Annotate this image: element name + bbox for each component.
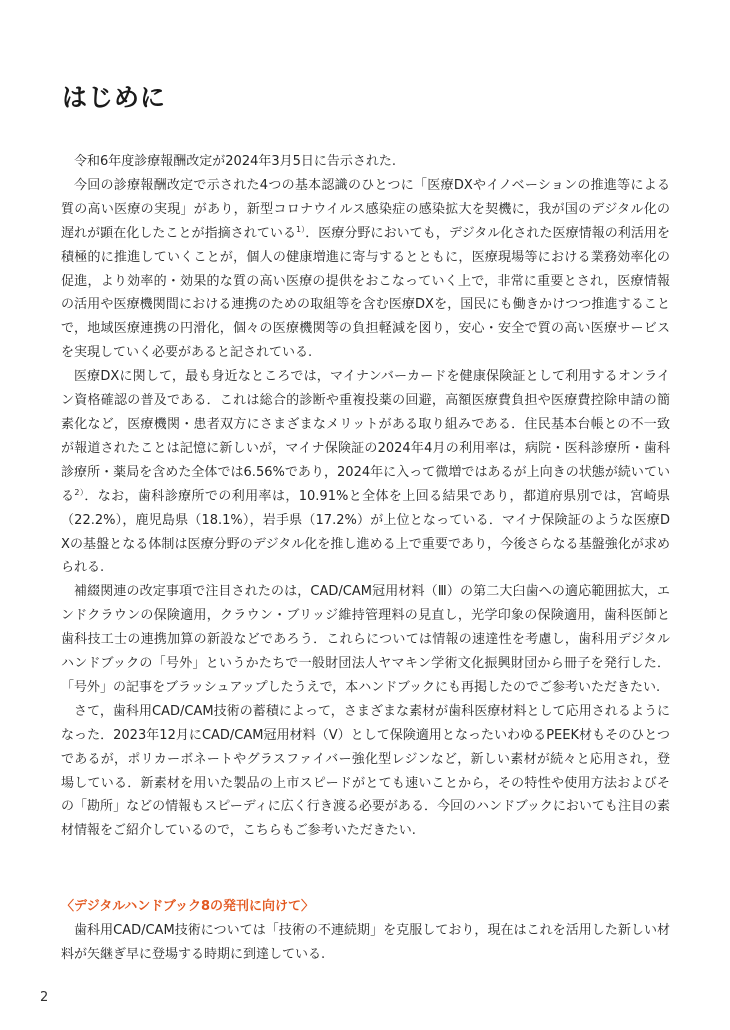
- paragraph-5-text: さて，歯科用CAD/CAM技術の蓄積によって，さまざまな素材が歯科医療材料として応用されるようになった．2023年12月にCAD/CAM冠用材料（Ⅴ）として保険適用となったいわゆるPEEK材もそのひとつであるが，ポリカーボネートやグラスファイバー強化型レジンなど，新しい素材が続々と応用され，登場している．新素材を用いた製品の上市スピードがとても速いことから，その特性や使用方法およびその「勘所」などの情報もスピーディに広く行き渡る必要がある．今回のハンドブックにおいても注目の素材情報をご紹介しているので，こちらもご参考いただきたい.: [61, 703, 670, 839]
- page-title: はじめに: [62, 83, 167, 112]
- footnote-ref-1: 1）: [296, 224, 306, 234]
- paragraph-3-text-b: ．なお，歯科診療所での利用率は，10.91%と全体を上回る結果であり，都道府県別では，宮崎県（22.2%），鹿児島県（18.1%），岩手県（17.2%）が上位となっている．マイナ保険証のような医療DXの基盤となる体制は医療分野のデジタル化を推し進める上で重要であり，今後さらなる基盤強化が求められる.: [61, 488, 670, 576]
- paragraph-4-text: 補綴関連の改定事項で注目されたのは，CAD/CAM冠用材料（Ⅲ）の第二大臼歯への適応範囲拡大，エンドクラウンの保険適用，クラウン・ブリッジ維持管理料の見直し，光学印象の保険適用，歯科医師と歯科技工士の連携加算の新設などであろう．これらについては情報の速達性を考慮し，歯科用デジタルハンドブックの「号外」というかたちで一般財団法人ヤマキン学術文化振興財団から冊子を発行した．「号外」の記事をブラッシュアップしたうえで，本ハンドブックにも再掲したのでご参考いただきたい.: [61, 584, 670, 695]
- footnote-ref-2: 2）: [74, 487, 85, 497]
- paragraph-5: [61, 700, 670, 843]
- paragraph-3-text-a: 医療DXに関して，最も身近なところでは，マイナンバーカードを健康保険証として利用するオンライン資格確認の普及である．これは総合的診断や重複投薬の回避，高額医療費負担や医療費控除申請の簡素化など，医療機関・患者双方にさまざまなメリットがある取り組みである．住民基本台帳との不一致が報道されたことは記憶に新しいが，マイナ保険証の2024年4月の利用率は，病院・医科診療所・歯科診療所・薬局を含めた全体では6.56%であり，2024年に入って微増ではあるが上向きの状態が続いている: [61, 369, 670, 504]
- paragraph-1-text: 令和6年度診療報酬改定が2024年3月5日に告示された.: [74, 154, 397, 169]
- section-heading: 〈デジタルハンドブック8の発刊に向けて〉: [61, 899, 315, 914]
- paragraph-2: [61, 174, 670, 365]
- page-number: 2: [40, 990, 49, 1005]
- body-text: [61, 150, 670, 843]
- section-paragraph: [61, 919, 670, 967]
- paragraph-3: [61, 365, 670, 580]
- paragraph-2-text-a: 今回の診療報酬改定で示された4つの基本認識のひとつに「医療DXやイノベーションの推進等による質の高い医療の実現」があり，新型コロナウイルス感染症の感染拡大を契機に，我が国のデジタル化の遅れが顕在化したことが指摘されている: [61, 177, 670, 241]
- paragraph-4: [61, 580, 670, 700]
- section-body: [61, 919, 670, 967]
- paragraph-2-text-b: ．医療分野においても，デジタル化された医療情報の利活用を積極的に推進していくことが，個人の健康増進に寄与するとともに，医療現場等における業務効率化の促進，より効率的・効果的な質の高い医療の提供をおこなっていく上で，非常に重要とされ，医療情報の活用や医療機関間における連携のための取組等を含む医療DXを，国民にも働きかけつつ推進することで，地域医療連携の円滑化，個々の医療機関等の負担軽減を図り，安心・安全で質の高い医療サービスを実現していく必要があると記されている.: [61, 225, 670, 361]
- paragraph-1: [61, 150, 670, 174]
- section-paragraph-text: 歯科用CAD/CAM技術については「技術の不連続期」を克服しており，現在はこれを活用した新しい材料が矢継ぎ早に登場する時期に到達している.: [61, 923, 670, 962]
